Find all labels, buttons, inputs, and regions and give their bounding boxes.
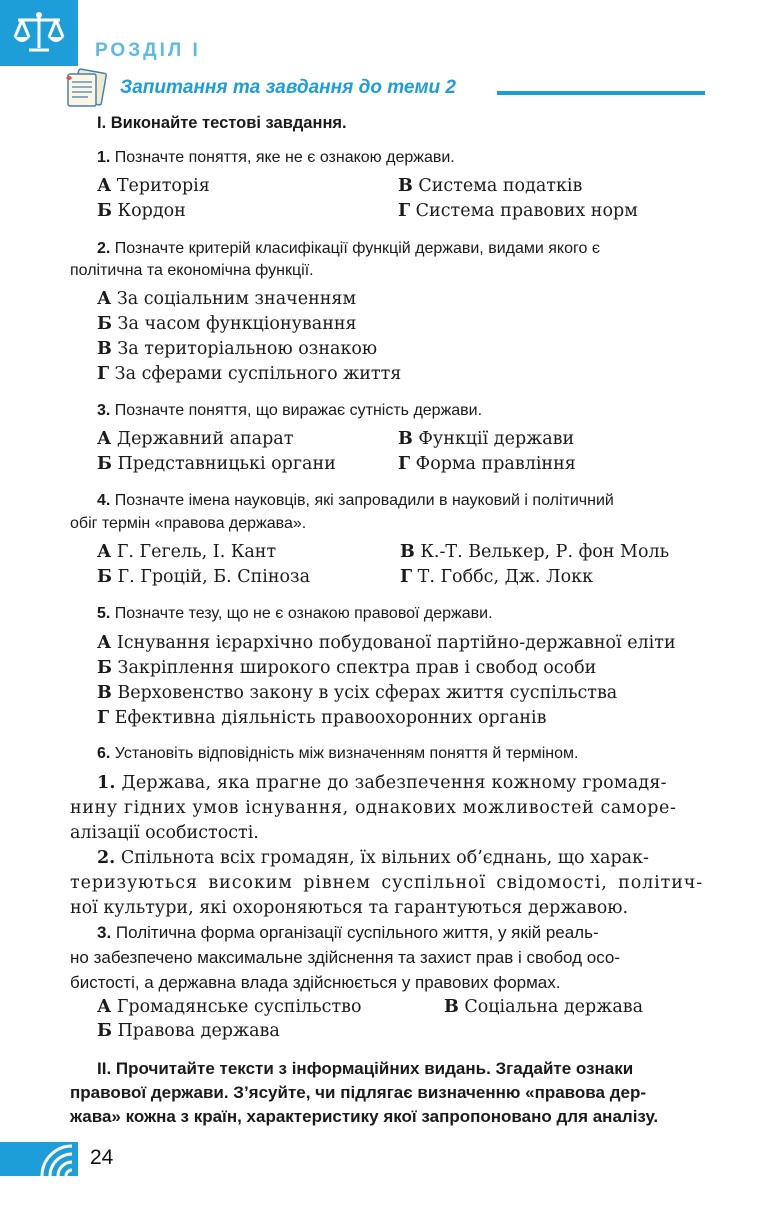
question-number: 3.: [97, 402, 111, 419]
part1-heading: I. Виконайте тестові завдання.: [97, 114, 347, 132]
option-letter: А: [97, 633, 112, 653]
option-text: Г. Гегель, І. Кант: [116, 542, 277, 562]
option-letter: Г: [398, 201, 411, 221]
option-letter: В: [444, 997, 459, 1017]
option-letter: А: [97, 542, 112, 562]
definition-text: теризуються високим рівнем суспільної свідомості, політич-: [70, 873, 704, 893]
option: [400, 542, 669, 562]
option-text: Представницькі органи: [117, 454, 336, 474]
option-letter: Г: [400, 567, 413, 587]
question-number: 5.: [97, 605, 111, 622]
option-text: За територіальною ознакою: [117, 339, 378, 359]
term-option: [97, 997, 362, 1017]
option-text: Верховенство закону в усіх сферах життя суспільства: [117, 683, 618, 703]
signal-arcs-icon: [38, 1142, 78, 1176]
definition-3: [97, 923, 599, 943]
option-letter: Г: [97, 364, 110, 384]
question-number: 2.: [97, 240, 111, 257]
option: [398, 429, 574, 449]
option-text: Правова держава: [117, 1021, 280, 1041]
section-label: РОЗДІЛ I: [95, 40, 201, 61]
question-text: Позначте критерій класифікації функцій держави, видами якого є: [114, 240, 600, 257]
definition-text: Держава, яка прагне до забезпечення кожному громадя-: [121, 773, 667, 793]
option: [97, 658, 596, 678]
definition-text: Спільнота всіх громадян, їх вільних об’єднань, що харак-: [120, 848, 649, 868]
question-text: Позначте поняття, що виражає сутність держави.: [114, 402, 483, 419]
option-letter: А: [97, 176, 112, 196]
scales-icon: [12, 10, 66, 58]
option: [97, 683, 617, 703]
option-letter: А: [97, 429, 112, 449]
option-text: Т. Гоббс, Дж. Локк: [417, 567, 594, 587]
option-text: Ефективна діяльність правоохоронних органів: [114, 708, 547, 728]
option: [97, 201, 186, 221]
option-text: За часом функціонування: [117, 314, 357, 334]
option: [398, 454, 576, 474]
question-text-continued: політична та економічна функції.: [70, 262, 314, 279]
definition-text: нину гідних умов існування, однакових можливостей саморе-: [70, 798, 677, 818]
option: [97, 633, 676, 653]
question-3: [97, 402, 482, 420]
option: [97, 567, 310, 587]
definition-number: 3.: [97, 923, 112, 942]
option: [97, 708, 546, 728]
option-text: Громадянське суспільство: [116, 997, 362, 1017]
definition-2: [97, 848, 649, 868]
question-5: [97, 605, 493, 623]
page-number: 24: [90, 1146, 114, 1169]
question-text: Позначте поняття, яке не є ознакою держави.: [114, 149, 455, 166]
definition-text: но забезпечено максимальне здійснення та захист прав і свобод осо-: [70, 948, 621, 967]
option: [97, 289, 356, 309]
option: [97, 314, 357, 334]
definition-text: Політична форма організації суспільного життя, у якій реаль-: [115, 923, 599, 942]
option-letter: В: [398, 429, 413, 449]
option-letter: А: [97, 997, 112, 1017]
option: [97, 364, 401, 384]
option: [97, 542, 276, 562]
question-number: 4.: [97, 492, 111, 509]
definition-text: ної культури, які охороняються та гарантуються державою.: [70, 898, 629, 918]
option-letter: Б: [97, 454, 112, 474]
definition-number: 1.: [97, 773, 116, 793]
footer-tab: [0, 1142, 78, 1176]
option-letter: Б: [97, 201, 112, 221]
option-text: Функції держави: [418, 429, 575, 449]
definition-text: бистості, а державна влада здійснюється у правових формах.: [70, 973, 561, 992]
option: [97, 429, 293, 449]
option-letter: Г: [97, 708, 110, 728]
question-number: 1.: [97, 149, 111, 166]
option-text: Кордон: [117, 201, 186, 221]
option: [97, 339, 377, 359]
option-letter: Г: [398, 454, 411, 474]
option-text: Державний апарат: [116, 429, 294, 449]
option-letter: Б: [97, 567, 112, 587]
option: [97, 176, 210, 196]
question-1: [97, 149, 455, 167]
option-text: Соціальна держава: [464, 997, 644, 1017]
part2-line: жава» кожна з країн, характеристику якої запропоновано для аналізу.: [70, 1107, 659, 1126]
option-text: Г. Гроцій, Б. Спіноза: [117, 567, 311, 587]
option-letter: В: [97, 683, 112, 703]
option-text: Закріплення широкого спектра прав і свобод особи: [117, 658, 597, 678]
definition-number: 2.: [97, 848, 116, 868]
option-letter: В: [398, 176, 413, 196]
option: [398, 201, 638, 221]
term-option: [444, 997, 643, 1017]
term-option: [97, 1021, 280, 1041]
question-text: Установіть відповідність між визначенням поняття й терміном.: [114, 745, 579, 762]
question-text-continued: обіг термін «правова держава».: [70, 515, 307, 532]
option-letter: В: [400, 542, 415, 562]
option-text: К.-Т. Велькер, Р. фон Моль: [420, 542, 670, 562]
option-text: Форма правління: [415, 454, 576, 474]
option-text: Система податків: [418, 176, 583, 196]
option: [398, 176, 582, 196]
option: [400, 567, 593, 587]
option-letter: А: [97, 289, 112, 309]
question-text: Позначте імена науковців, які запровадили в науковий і політичний: [114, 492, 614, 509]
part2-line: правової держави. З’ясуйте, чи підлягає визначенню «правова дер-: [70, 1083, 646, 1102]
question-4: [97, 492, 614, 510]
part2-line: II. Прочитайте тексти з інформаційних видань. Згадайте ознаки: [97, 1059, 634, 1078]
question-6: [97, 745, 578, 763]
notepad-icon: [62, 68, 110, 108]
option-letter: Б: [97, 658, 112, 678]
topic-title: Запитання та завдання до теми 2: [120, 77, 456, 98]
option-letter: В: [97, 339, 112, 359]
definition-text: алізації особистості.: [70, 823, 259, 843]
definition-1: [97, 773, 709, 793]
question-2: [97, 240, 600, 258]
option-text: Територія: [116, 176, 210, 196]
topic-title-rule: [497, 91, 705, 95]
option-letter: Б: [97, 1021, 112, 1041]
option-text: За сферами суспільного життя: [114, 364, 402, 384]
option-text: Система правових норм: [415, 201, 638, 221]
option-text: Існування ієрархічно побудованої партійно-державної еліти: [116, 633, 676, 653]
option-text: За соціальним значенням: [116, 289, 357, 309]
section-corner-tab: [0, 0, 78, 66]
question-number: 6.: [97, 745, 111, 762]
option: [97, 454, 336, 474]
question-text: Позначте тезу, що не є ознакою правової держави.: [114, 605, 493, 622]
option-letter: Б: [97, 314, 112, 334]
